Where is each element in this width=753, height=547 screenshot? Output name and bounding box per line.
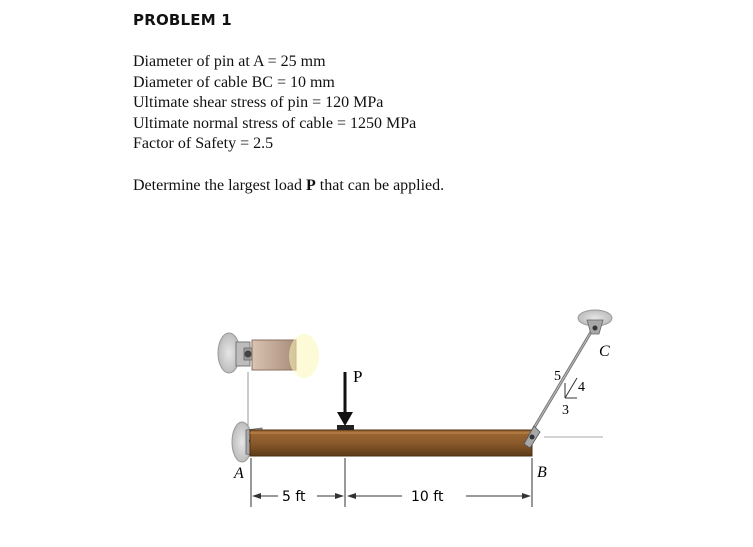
load-arrow-p: [337, 372, 354, 430]
problem-title: PROBLEM 1: [133, 11, 232, 29]
label-point-b: B: [537, 464, 547, 481]
slope-triangle: [554, 369, 585, 418]
pin-detail-bracket: [218, 333, 319, 378]
dimension-label-10ft: 10 ft: [411, 489, 444, 505]
ceiling-support-c: [578, 310, 612, 334]
label-point-a: A: [234, 465, 244, 482]
question-text-start: Determine the largest load: [133, 177, 306, 194]
given-cable-normal-stress: Ultimate normal stress of cable = 1250 MPa: [133, 114, 417, 132]
question-load-symbol: P: [305, 177, 316, 194]
given-pin-shear-stress: Ultimate shear stress of pin = 120 MPa: [133, 94, 384, 111]
slope-label-rise: 4: [578, 380, 585, 395]
given-cable-diameter: Diameter of cable BC = 10 mm: [133, 73, 335, 91]
question-text-end: that can be applied.: [315, 177, 445, 194]
pin-c: [593, 326, 598, 331]
dimension-label-5ft: 5 ft: [282, 489, 306, 505]
label-point-c: C: [599, 343, 610, 360]
slope-label-run: 3: [562, 403, 569, 418]
given-pin-diameter: Diameter of pin at A = 25 mm: [133, 53, 326, 70]
beam: [250, 430, 532, 456]
label-load-p: P: [353, 367, 363, 386]
given-factor-of-safety: Factor of Safety = 2.5: [133, 135, 274, 152]
slope-label-hypotenuse: 5: [554, 369, 561, 384]
